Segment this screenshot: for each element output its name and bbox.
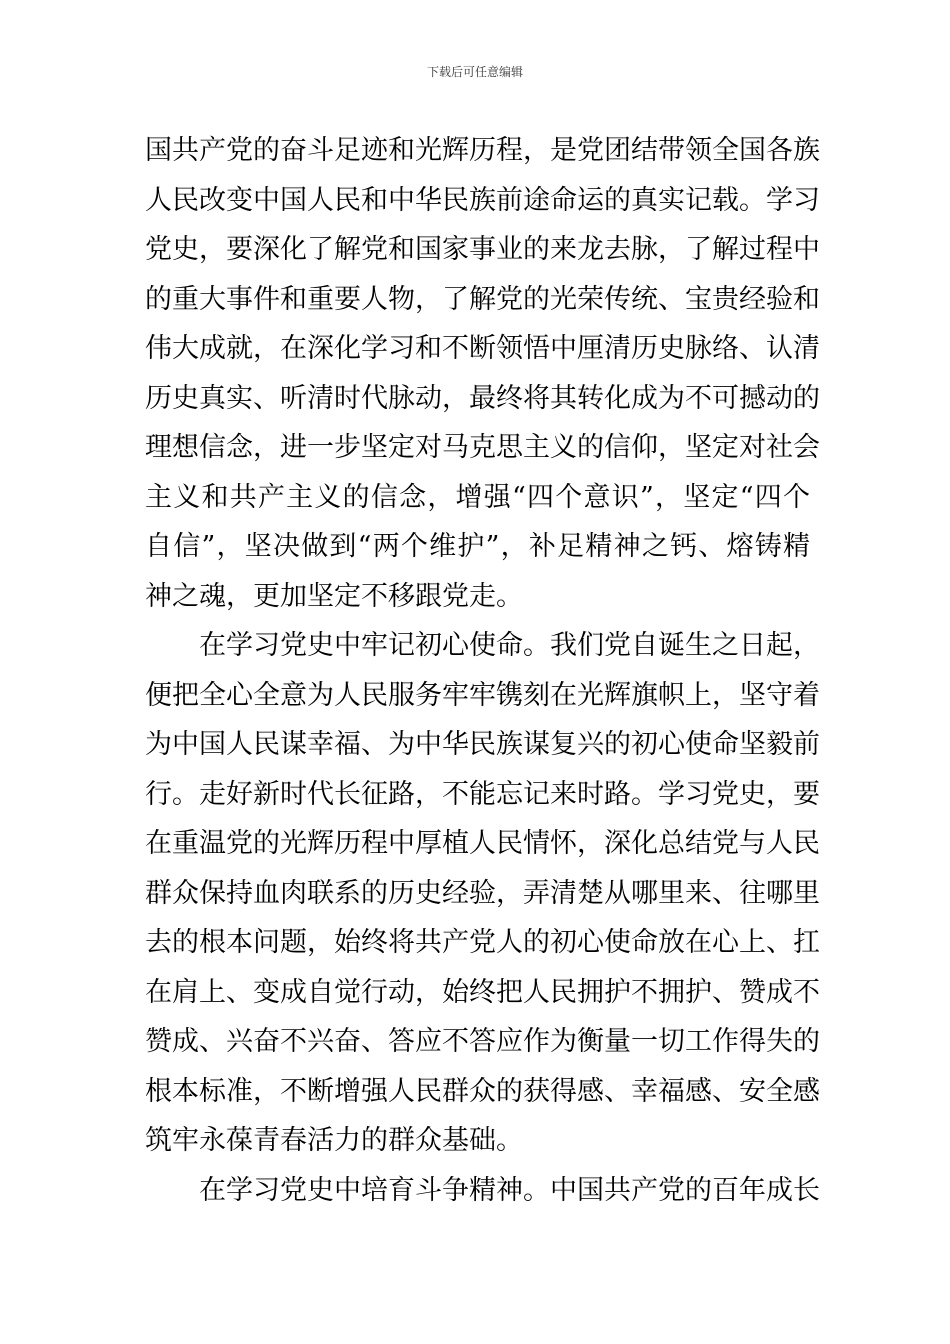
text-line: 神之魂，更加坚定不移跟党走。 (145, 580, 523, 612)
text-line: 根本标准，不断增强人民群众的获得感、幸福感、安全感 (145, 1075, 820, 1107)
text-line: 为中国人民谋幸福、为中华民族谋复兴的初心使命坚毅前 (145, 729, 820, 760)
paragraph-start-line: 在学习党史中培育斗争精神。中国共产党的百年成长 (199, 1174, 820, 1206)
text-line: 自信”，坚决做到“两个维护”，补足精神之钙、熔铸精 (145, 531, 810, 562)
text-line: 伟大成就，在深化学习和不断领悟中厘清历史脉络、认清 (145, 333, 820, 364)
text-line: 去的根本问题，始终将共产党人的初心使命放在心上、扛 (145, 927, 820, 958)
text-line: 国共产党的奋斗足迹和光辉历程，是党团结带领全国各族 (145, 135, 820, 166)
page-header: 下载后可任意编辑 (426, 65, 523, 79)
text-line: 在重温党的光辉历程中厚植人民情怀，深化总结党与人民 (145, 828, 820, 859)
text-line: 的重大事件和重要人物，了解党的光荣传统、宝贵经验和 (145, 283, 820, 315)
text-line: 历史真实、听清时代脉动，最终将其转化成为不可撼动的 (145, 382, 820, 414)
text-line: 主义和共产主义的信念，增强“四个意识”，坚定“四个 (145, 481, 810, 513)
paragraph-start-line: 在学习党史中牢记初心使命。我们党自诞生之日起， (199, 630, 820, 661)
text-line: 赞成、兴奋不兴奋、答应不答应作为衡量一切工作得失的 (145, 1026, 820, 1057)
text-line: 筑牢永葆青春活力的群众基础。 (145, 1125, 523, 1156)
text-line: 在肩上、变成自觉行动，始终把人民拥护不拥护、赞成不 (145, 976, 820, 1008)
text-line: 理想信念，进一步坚定对马克思主义的信仰，坚定对社会 (145, 432, 820, 463)
text-line: 群众保持血肉联系的历史经验，弄清楚从哪里来、往哪里 (145, 877, 820, 909)
text-line: 党史，要深化了解党和国家事业的来龙去脉，了解过程中 (145, 234, 820, 265)
text-line: 行。走好新时代长征路，不能忘记来时路。学习党史，要 (145, 778, 820, 810)
document-body (145, 126, 820, 1215)
text-line: 便把全心全意为人民服务牢牢镌刻在光辉旗帜上，坚守着 (145, 679, 820, 711)
text-line: 人民改变中国人民和中华民族前途命运的真实记载。学习 (145, 184, 820, 216)
